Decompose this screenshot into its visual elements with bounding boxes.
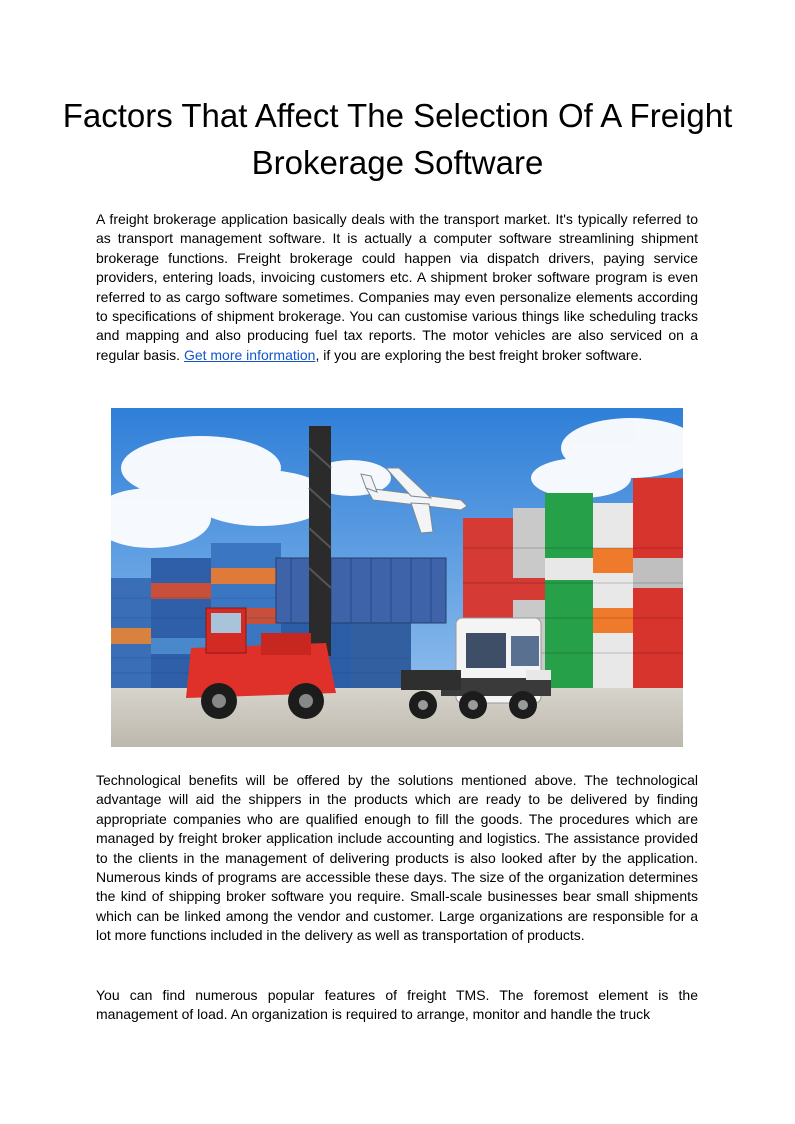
intro-text: A freight brokerage application basically deals with the transport market. It's typically referred to as transport management software. It is actually a computer software streamlining shipment brokerage functions. Freight brokerage could happen via dispatch drivers, paying service providers, entering loads, invoicing customers etc. A shipment broker software program is even referred to as cargo software sometimes. Companies may even personalize elements according to specifications of shipment brokerage. You can customise various things like scheduling tracks and mapping and also producing fuel tax reports. The motor vehicles are also serviced on a regular basis. [96, 211, 698, 363]
benefits-paragraph: Technological benefits will be offered by the solutions mentioned above. The technological advantage will aid the shippers in the products which are ready to be delivered by finding appropriate companies who are qualified enough to fill the goods. The procedures which are managed by freight broker application include accounting and logistics. The assistance provided to the clients in the management of delivering products is also looked after by the application. Numerous kinds of programs are accessible these days. The size of the organization determines the kind of shipping broker software you require. Small-scale businesses bear small shipments which can be linked among the vendor and customer. Large organizations are responsible for a lot more functions included in the delivery as well as transportation of products. [96, 772, 698, 944]
freight-port-photo [111, 408, 683, 747]
page-title: Factors That Affect The Selection Of A Freight Brokerage Software [62, 97, 733, 181]
intro-text-end: , if you are exploring the best freight broker software. [315, 346, 643, 363]
get-more-information-link[interactable]: Get more information [183, 346, 316, 363]
intro-paragraph [96, 210, 698, 365]
features-paragraph: You can find numerous popular features of freight TMS. The foremost element is the management of load. An organization is required to arrange, monitor and handle the truck [96, 987, 698, 1023]
